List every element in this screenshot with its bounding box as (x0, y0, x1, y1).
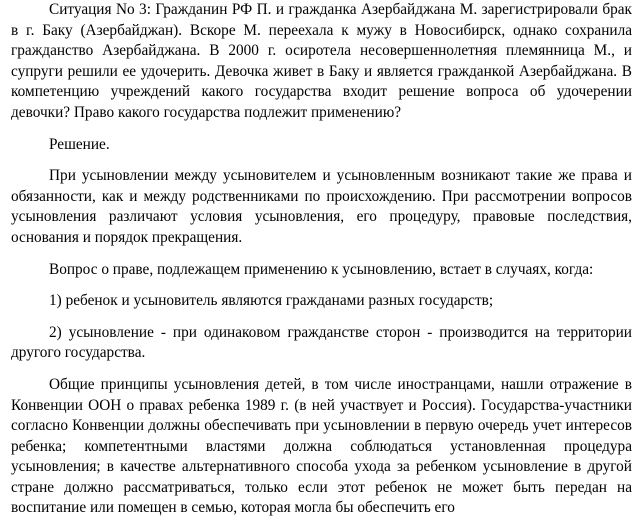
adoption-rights-paragraph: При усыновлении между усыновителем и усыновленным возникают такие же права и обязанности, как и между родственниками по происхождению. При рассмотрении вопросов усыновления различают условия усыновления, его процедуру, правовые последствия, основания и порядок прекращения. (11, 167, 632, 246)
solution-heading: Решение. (49, 135, 110, 153)
case-2-paragraph: 2) усыновление - при одинаковом гражданстве сторон - производится на территории другого государства. (11, 323, 632, 362)
situation-paragraph: Ситуация No 3: Гражданин РФ П. и гражданка Азербайджана М. зарегистрировали брак в г. Баку (Азербайджан). Вскоре М. переехала к мужу в Новосибирск, однако сохранила гражданство Азербайджана. В 2000 г. осиротела несовершеннолетняя племянница М., и супруги решили ее удочерить. Девочка живет в Баку и является гражданкой Азербайджана. В компетенцию учреждений какого государства входит решение вопроса об удочерении девочки? Право какого государства подлежит применению? (11, 1, 632, 121)
case-1-paragraph: 1) ребенок и усыновитель являются гражданами разных государств; (49, 292, 494, 310)
applicable-law-question-paragraph: Вопрос о праве, подлежащем применению к усыновлению, встает в случаях, когда: (49, 260, 594, 278)
document-page (11, 0, 632, 519)
convention-paragraph: Общие принципы усыновления детей, в том числе иностранцами, нашли отражение в Конвенции ООН о правах ребенка 1989 г. (в ней участвует и Россия). Государства-участники согласно Конвенции должны обеспечивать при усыновлении в первую очередь учет интересов ребенка; компетентными властями должна соблюдаться установленная процедура усыновления; в качестве альтернативного способа ухода за ребенком усыновление в другой стране должно рассматриваться, только если этот ребенок не может быть передан на воспитание или помещен в семью, которая могла бы обеспечить его (11, 375, 632, 517)
